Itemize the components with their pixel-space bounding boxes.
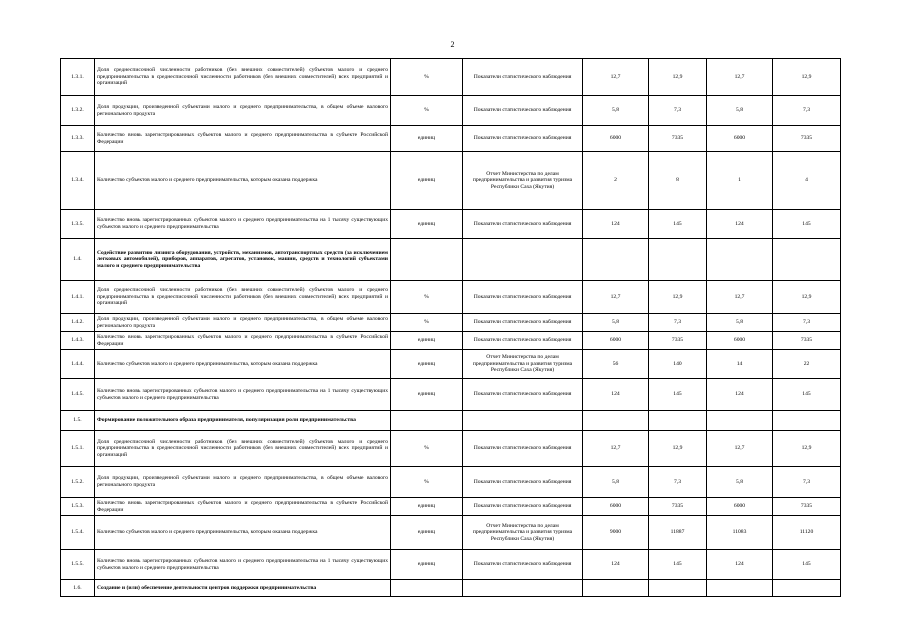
unit-cell: единиц <box>391 332 463 350</box>
value-cell <box>773 580 841 597</box>
source-cell: Показатели статистического наблюдения <box>463 379 583 411</box>
source-cell: Показатели статистического наблюдения <box>463 314 583 332</box>
indicators-table <box>60 58 841 597</box>
value-cell: 124 <box>707 210 773 239</box>
unit-cell: % <box>391 281 463 314</box>
table-row <box>61 350 841 379</box>
value-cell <box>773 239 841 281</box>
value-cell: 2 <box>583 152 649 210</box>
value-cell: 14 <box>707 350 773 379</box>
row-number-cell: 1.5.2. <box>61 467 95 498</box>
value-cell: 12,7 <box>583 431 649 467</box>
value-cell <box>583 580 649 597</box>
value-cell: 7335 <box>649 332 707 350</box>
unit-cell: единиц <box>391 350 463 379</box>
value-cell: 1 <box>707 152 773 210</box>
source-cell: Показатели статистического наблюдения <box>463 550 583 580</box>
value-cell: 11120 <box>773 516 841 550</box>
value-cell: 11083 <box>707 516 773 550</box>
value-cell: 12,9 <box>649 281 707 314</box>
value-cell: 56 <box>583 350 649 379</box>
table-row <box>61 59 841 96</box>
indicator-name-cell: Количество вновь зарегистрированных субъектов малого и среднего предпринимательства на 1 тысячу существующих субъектов малого и среднего предпринимательства <box>95 550 391 580</box>
value-cell: 140 <box>649 350 707 379</box>
value-cell <box>773 411 841 431</box>
source-cell: Показатели статистического наблюдения <box>463 498 583 516</box>
value-cell <box>707 411 773 431</box>
value-cell: 124 <box>583 550 649 580</box>
value-cell: 145 <box>773 210 841 239</box>
indicator-name-cell: Доля среднесписочной численности работников (без внешних совместителей) субъектов малого и среднего предпринимательства в среднесписочной численности работников (без внешних совместителей) всех предприятий и организаций <box>95 281 391 314</box>
unit-cell: % <box>391 96 463 126</box>
source-cell: Показатели статистического наблюдения <box>463 210 583 239</box>
value-cell: 7335 <box>649 498 707 516</box>
row-number-cell: 1.4.1. <box>61 281 95 314</box>
row-number-cell: 1.4. <box>61 239 95 281</box>
value-cell: 11887 <box>649 516 707 550</box>
source-cell: Показатели статистического наблюдения <box>463 467 583 498</box>
unit-cell <box>391 411 463 431</box>
indicator-name-cell: Доля среднесписочной численности работников (без внешних совместителей) субъектов малого и среднего предпринимательства в среднесписочной численности работников (без внешних совместителей) всех предприятий и организаций <box>95 431 391 467</box>
unit-cell <box>391 239 463 281</box>
value-cell: 124 <box>583 210 649 239</box>
value-cell: 12,7 <box>707 59 773 96</box>
value-cell: 7,3 <box>773 96 841 126</box>
source-cell <box>463 411 583 431</box>
indicator-name-cell: Количество вновь зарегистрированных субъектов малого и среднего предпринимательства на 1 тысячу существующих субъектов малого и среднего предпринимательства <box>95 379 391 411</box>
value-cell: 145 <box>773 550 841 580</box>
row-number-cell: 1.4.3. <box>61 332 95 350</box>
value-cell: 5,8 <box>707 467 773 498</box>
source-cell: Показатели статистического наблюдения <box>463 126 583 152</box>
indicator-name-cell: Доля продукции, произведенной субъектами малого и среднего предпринимательства, в общем объеме валового регионального продукта <box>95 314 391 332</box>
value-cell: 145 <box>649 379 707 411</box>
value-cell: 145 <box>773 379 841 411</box>
source-cell: Показатели статистического наблюдения <box>463 431 583 467</box>
row-number-cell: 1.4.2. <box>61 314 95 332</box>
value-cell: 7335 <box>773 126 841 152</box>
row-number-cell: 1.6. <box>61 580 95 597</box>
value-cell: 12,9 <box>649 59 707 96</box>
value-cell: 124 <box>583 379 649 411</box>
unit-cell: единиц <box>391 498 463 516</box>
value-cell: 145 <box>649 210 707 239</box>
value-cell: 4 <box>773 152 841 210</box>
unit-cell: % <box>391 431 463 467</box>
row-number-cell: 1.3.4. <box>61 152 95 210</box>
value-cell: 12,7 <box>583 59 649 96</box>
value-cell: 6000 <box>583 498 649 516</box>
unit-cell: % <box>391 467 463 498</box>
indicator-name-cell: Количество субъектов малого и среднего предпринимательства, которым оказана поддержка <box>95 516 391 550</box>
value-cell: 6000 <box>583 332 649 350</box>
table-row <box>61 152 841 210</box>
value-cell: 5,8 <box>583 467 649 498</box>
table-row <box>61 210 841 239</box>
row-number-cell: 1.4.4. <box>61 350 95 379</box>
value-cell: 9000 <box>583 516 649 550</box>
row-number-cell: 1.5.1. <box>61 431 95 467</box>
table-row <box>61 431 841 467</box>
unit-cell: единиц <box>391 379 463 411</box>
unit-cell: % <box>391 314 463 332</box>
value-cell: 12,9 <box>773 281 841 314</box>
table-row <box>61 379 841 411</box>
value-cell: 124 <box>707 379 773 411</box>
source-cell: Показатели статистического наблюдения <box>463 281 583 314</box>
table-row <box>61 126 841 152</box>
section-row <box>61 580 841 597</box>
value-cell: 12,7 <box>707 281 773 314</box>
source-cell: Показатели статистического наблюдения <box>463 96 583 126</box>
page-number: 2 <box>450 40 455 49</box>
value-cell: 6000 <box>707 498 773 516</box>
value-cell: 6000 <box>583 126 649 152</box>
row-number-cell: 1.4.5. <box>61 379 95 411</box>
indicator-name-cell: Доля продукции, произведенной субъектами малого и среднего предпринимательства, в общем объеме валового регионального продукта <box>95 96 391 126</box>
value-cell <box>583 411 649 431</box>
value-cell: 124 <box>707 550 773 580</box>
value-cell: 12,7 <box>707 431 773 467</box>
section-row <box>61 411 841 431</box>
value-cell <box>583 239 649 281</box>
indicator-name-cell: Формирование положительного образа предпринимателя, популяризация роли предпринимательства <box>95 411 391 431</box>
row-number-cell: 1.3.5. <box>61 210 95 239</box>
indicator-name-cell: Содействие развитию лизинга оборудования, устройств, механизмов, автотранспортных средств (за исключением легковых автомобилей), приборов, аппаратов, агрегатов, установок, машин, средств и технологий субъектами малого и среднего предпринимательства <box>95 239 391 281</box>
row-number-cell: 1.5.5. <box>61 550 95 580</box>
indicator-name-cell: Количество субъектов малого и среднего предпринимательства, которым оказана поддержка <box>95 350 391 379</box>
value-cell: 5,8 <box>583 314 649 332</box>
value-cell: 7335 <box>773 332 841 350</box>
row-number-cell: 1.3.2. <box>61 96 95 126</box>
unit-cell: единиц <box>391 152 463 210</box>
table-row <box>61 96 841 126</box>
value-cell: 7,3 <box>773 314 841 332</box>
value-cell: 12,9 <box>773 431 841 467</box>
indicator-name-cell: Количество вновь зарегистрированных субъектов малого и среднего предпринимательства в субъекте Российской Федерации <box>95 498 391 516</box>
indicator-name-cell: Доля продукции, произведенной субъектами малого и среднего предпринимательства, в общем объеме валового регионального продукта <box>95 467 391 498</box>
table-row <box>61 332 841 350</box>
unit-cell: единиц <box>391 516 463 550</box>
table-row <box>61 498 841 516</box>
table-row <box>61 516 841 550</box>
value-cell: 7335 <box>649 126 707 152</box>
source-cell <box>463 239 583 281</box>
value-cell: 12,9 <box>773 59 841 96</box>
value-cell <box>649 239 707 281</box>
source-cell: Показатели статистического наблюдения <box>463 332 583 350</box>
value-cell <box>707 580 773 597</box>
table-row <box>61 314 841 332</box>
value-cell: 5,8 <box>583 96 649 126</box>
value-cell: 5,8 <box>707 96 773 126</box>
source-cell: Показатели статистического наблюдения <box>463 59 583 96</box>
row-number-cell: 1.5. <box>61 411 95 431</box>
row-number-cell: 1.5.3. <box>61 498 95 516</box>
indicator-name-cell: Создание и (или) обеспечение деятельности центров поддержки предпринимательства <box>95 580 391 597</box>
value-cell: 7,3 <box>773 467 841 498</box>
row-number-cell: 1.3.3. <box>61 126 95 152</box>
value-cell: 12,9 <box>649 431 707 467</box>
value-cell: 7,3 <box>649 314 707 332</box>
value-cell: 12,7 <box>583 281 649 314</box>
indicator-name-cell: Количество субъектов малого и среднего предпринимательства, которым оказана поддержка <box>95 152 391 210</box>
source-cell: Отчет Министерства по делам предпринимательства и развития туризма Республики Саха (Якутия) <box>463 516 583 550</box>
indicator-name-cell: Количество вновь зарегистрированных субъектов малого и среднего предпринимательства в субъекте Российской Федерации <box>95 126 391 152</box>
indicator-name-cell: Доля среднесписочной численности работников (без внешних совместителей) субъектов малого и среднего предпринимательства в среднесписочной численности работников (без внешних совместителей) всех предприятий и организаций <box>95 59 391 96</box>
value-cell: 6000 <box>707 126 773 152</box>
value-cell: 7335 <box>773 498 841 516</box>
table-row <box>61 281 841 314</box>
source-cell <box>463 580 583 597</box>
unit-cell: единиц <box>391 126 463 152</box>
value-cell: 8 <box>649 152 707 210</box>
value-cell: 7,3 <box>649 96 707 126</box>
unit-cell: единиц <box>391 210 463 239</box>
row-number-cell: 1.3.1. <box>61 59 95 96</box>
source-cell: Отчет Министерства по делам предпринимательства и развития туризма Республики Саха (Якутия) <box>463 152 583 210</box>
value-cell: 6000 <box>707 332 773 350</box>
row-number-cell: 1.5.4. <box>61 516 95 550</box>
unit-cell: % <box>391 59 463 96</box>
value-cell: 22 <box>773 350 841 379</box>
value-cell <box>649 411 707 431</box>
indicator-name-cell: Количество вновь зарегистрированных субъектов малого и среднего предпринимательства в субъекте Российской Федерации <box>95 332 391 350</box>
value-cell <box>707 239 773 281</box>
table-row <box>61 467 841 498</box>
unit-cell: единиц <box>391 550 463 580</box>
value-cell: 7,3 <box>649 467 707 498</box>
section-row <box>61 239 841 281</box>
indicator-name-cell: Количество вновь зарегистрированных субъектов малого и среднего предпринимательства на 1 тысячу существующих субъектов малого и среднего предпринимательства <box>95 210 391 239</box>
table-row <box>61 550 841 580</box>
unit-cell <box>391 580 463 597</box>
value-cell <box>649 580 707 597</box>
value-cell: 5,8 <box>707 314 773 332</box>
source-cell: Отчет Министерства по делам предпринимательства и развития туризма Республики Саха (Якутия) <box>463 350 583 379</box>
value-cell: 145 <box>649 550 707 580</box>
